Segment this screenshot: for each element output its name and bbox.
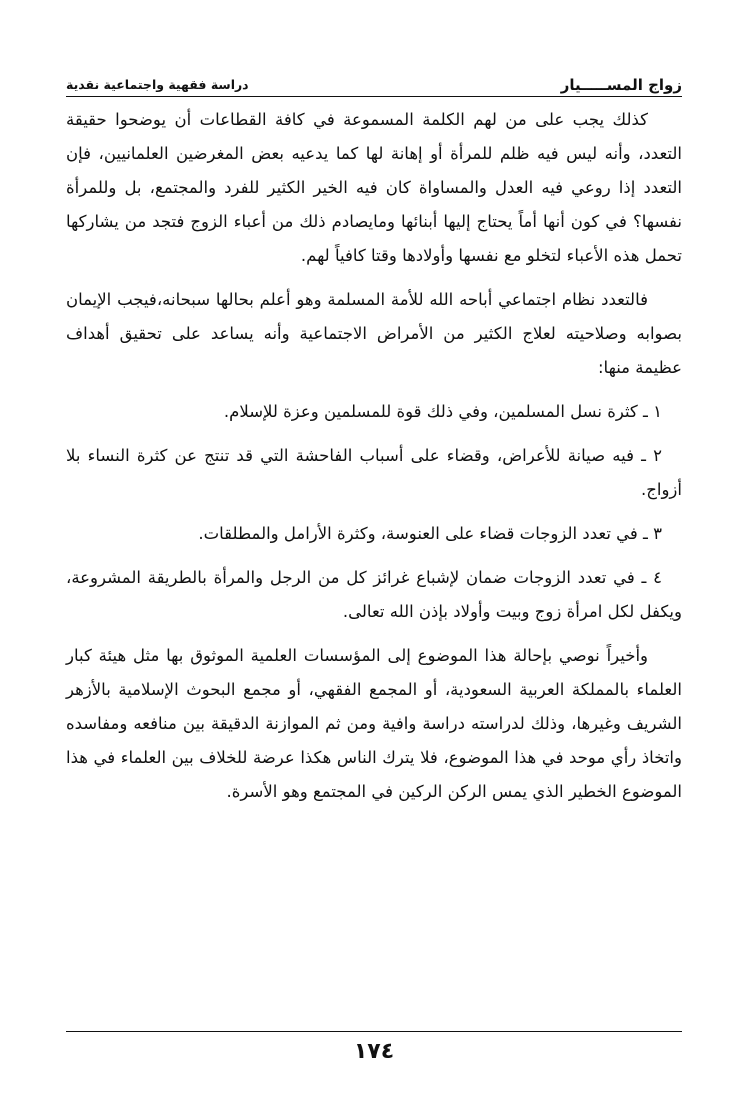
list-item-4: ٤ ـ في تعدد الزوجات ضمان لإشباع غرائز كل من الرجل والمرأة بالطريقة المشروعة، ويكفل لكل امرأة زوج وبيت وأولاد بإذن الله تعالى. bbox=[66, 568, 682, 621]
list-item-2: ٢ ـ فيه صيانة للأعراض، وقضاء على أسباب الفاحشة التي قد تنتج عن كثرة النساء بلا أزواج. bbox=[66, 446, 682, 499]
list-item-3: ٣ ـ في تعدد الزوجات قضاء على العنوسة، وكثرة الأرامل والمطلقات. bbox=[198, 524, 662, 543]
list-item-1: ١ ـ كثرة نسل المسلمين، وفي ذلك قوة للمسلمين وعزة للإسلام. bbox=[223, 402, 662, 421]
header-book-title: زواج المســـــيار bbox=[560, 76, 682, 94]
running-header bbox=[66, 74, 682, 96]
paragraph-polygamy-clarification: كذلك يجب على من لهم الكلمة المسموعة في كافة القطاعات أن يوضحوا حقيقة التعدد، وأنه ليس فيه ظلم للمرأة أو إهانة لها كما يدعيه بعض المغرضين العلمانيين، فإن التعدد إذا روعي فيه العدل والمساواة كان فيه الخير الكثير للفرد والمجتمع، بل وللمرأة نفسها؟ في كون أنها أماً يحتاج إليها أبنائها ومايصادم ذلك من أعباء الزوج فتجد من يشاركها تحمل هذه الأعباء لتخلو مع نفسها وأولادها وقتا كافياً لهم. bbox=[66, 110, 682, 265]
paragraph-recommendation: وأخيراً نوصي بإحالة هذا الموضوع إلى المؤسسات العلمية الموثوق بها مثل هيئة كبار العلماء بالمملكة العربية السعودية، أو المجمع الفقهي، أو مجمع البحوث الإسلامية بالأزهر الشريف وغيرها، وذلك لدراسته دراسة وافية ومن ثم الموازنة الدقيقة بين منافعه ومفاسده واتخاذ رأي موحد في هذا الموضوع، فلا يترك الناس هكذا عرضة للخلاف بين العلماء في هذا الموضوع الخطير الذي يمس الركن الركين في المجتمع وهو الأسرة. bbox=[66, 646, 682, 801]
paragraph-polygamy-system: فالتعدد نظام اجتماعي أباحه الله للأمة المسلمة وهو أعلم بحالها سبحانه،فيجب الإيمان بصوابه وصلاحيته لعلاج الكثير من الأمراض الاجتماعية وأنه يساعد على تحقيق أهداف عظيمة منها: bbox=[66, 290, 682, 377]
header-subtitle: دراسة فقهية واجتماعية نقدية bbox=[66, 77, 249, 92]
body-text bbox=[66, 103, 682, 809]
header-rule bbox=[66, 96, 682, 97]
page-number: ١٧٤ bbox=[353, 1039, 395, 1064]
footer-rule bbox=[66, 1031, 682, 1032]
